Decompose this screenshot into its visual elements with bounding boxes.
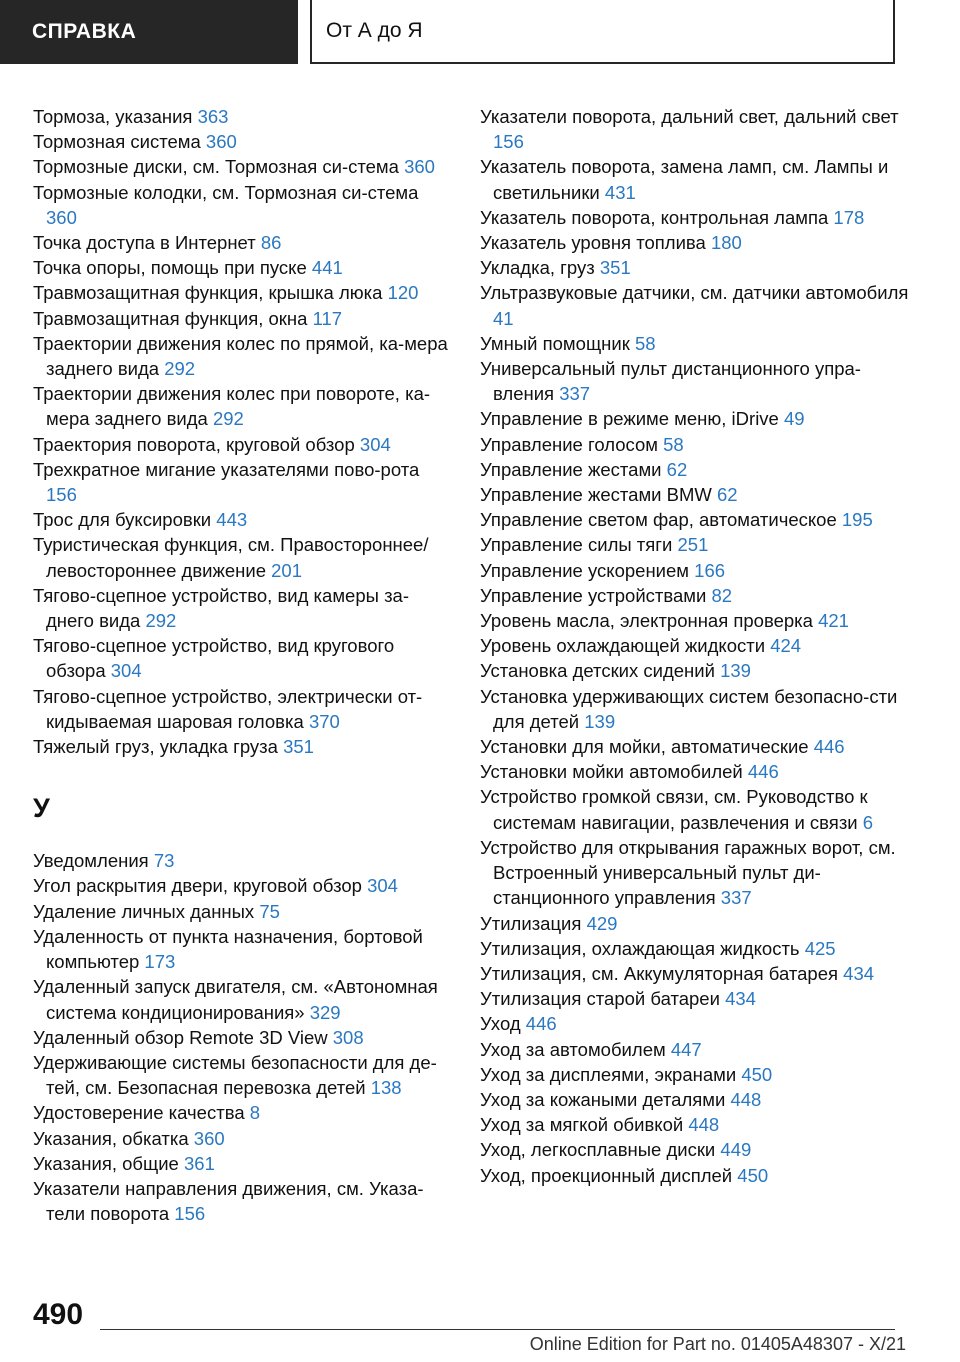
index-entry bbox=[33, 532, 453, 582]
entry-text: Утилизация, см. Аккумуляторная батарея bbox=[480, 962, 839, 984]
entry-text: Управление ускорением bbox=[480, 559, 690, 581]
page-link[interactable]: 446 bbox=[525, 1013, 557, 1035]
page-link[interactable]: 450 bbox=[741, 1063, 773, 1085]
page-link[interactable]: 292 bbox=[164, 358, 196, 380]
page-link[interactable]: 58 bbox=[634, 332, 656, 354]
entry-text: Тягово-сцепное устройство, электрически от-кидываемая шаровая головка bbox=[33, 685, 423, 732]
entry-text: Траектория поворота, круговой обзор bbox=[33, 433, 355, 455]
page-link[interactable]: 75 bbox=[259, 900, 280, 922]
index-entry bbox=[480, 507, 910, 532]
page-link[interactable]: 173 bbox=[144, 951, 176, 973]
page-link[interactable]: 8 bbox=[249, 1102, 261, 1124]
index-entry bbox=[480, 936, 910, 961]
page-link[interactable]: 156 bbox=[493, 131, 524, 153]
entry-text: Точка опоры, помощь при пуске bbox=[33, 257, 307, 279]
page-link[interactable]: 304 bbox=[110, 660, 142, 682]
index-entry bbox=[480, 1037, 910, 1062]
index-entry bbox=[480, 961, 910, 986]
entry-text: Тормоза, указания bbox=[33, 106, 193, 127]
page-link[interactable]: 351 bbox=[599, 257, 631, 279]
entry-text: Уход bbox=[480, 1013, 521, 1035]
subsection-title: От А до Я bbox=[326, 19, 423, 42]
index-column-right bbox=[480, 104, 910, 1188]
index-entry bbox=[480, 230, 910, 255]
index-entry bbox=[480, 1112, 910, 1137]
index-entry bbox=[33, 104, 453, 129]
index-entry bbox=[480, 658, 910, 683]
index-entry bbox=[33, 381, 453, 431]
page-link[interactable]: 360 bbox=[193, 1127, 225, 1149]
index-entry bbox=[480, 104, 910, 154]
section-title: СПРАВКА bbox=[32, 20, 137, 43]
entry-text: Травмозащитная функция, окна bbox=[33, 307, 308, 329]
entry-text: Устройство для открывания гаражных ворот, см. Встроенный универсальный пульт ди-станционного управления bbox=[480, 836, 896, 909]
index-entry bbox=[480, 1163, 910, 1188]
entry-text: Указания, обкатка bbox=[33, 1127, 189, 1149]
entry-text: Управление устройствами bbox=[480, 584, 707, 606]
page-link[interactable]: 363 bbox=[197, 106, 229, 127]
entry-text: Тягово-сцепное устройство, вид кругового обзора bbox=[33, 635, 395, 682]
index-entry bbox=[33, 280, 453, 305]
entry-text: Уход за автомобилем bbox=[480, 1038, 666, 1060]
index-entry bbox=[33, 1151, 453, 1176]
entry-text: Удаленный обзор Remote 3D View bbox=[33, 1026, 328, 1048]
index-entry bbox=[480, 911, 910, 936]
entry-text: Управление в режиме меню, iDrive bbox=[480, 408, 779, 430]
entry-text: Установки мойки автомобилей bbox=[480, 761, 743, 783]
entry-text: Удерживающие системы безопасности для де-тей, см. Безопасная перевозка детей bbox=[33, 1051, 437, 1099]
page-link[interactable]: 6 bbox=[862, 811, 874, 833]
page-link[interactable]: 139 bbox=[584, 710, 616, 732]
entry-text: Трос для буксировки bbox=[33, 509, 212, 531]
page-link[interactable]: 360 bbox=[46, 206, 77, 228]
entry-text: Утилизация старой батареи bbox=[480, 988, 720, 1010]
page-link[interactable]: 425 bbox=[804, 937, 836, 959]
page-number: 490 bbox=[33, 1298, 84, 1331]
page-link[interactable]: 450 bbox=[737, 1164, 769, 1186]
page-link[interactable]: 62 bbox=[666, 458, 688, 480]
page-link[interactable]: 429 bbox=[586, 912, 618, 934]
page-link[interactable]: 58 bbox=[663, 433, 684, 455]
section-letter: У bbox=[33, 793, 50, 824]
entry-text: Уровень охлаждающей жидкости bbox=[480, 635, 766, 657]
page-link[interactable]: 117 bbox=[312, 307, 343, 329]
index-list-u bbox=[33, 848, 453, 1226]
page-link[interactable]: 180 bbox=[710, 232, 742, 254]
index-entry bbox=[480, 457, 910, 482]
index-entry bbox=[480, 532, 910, 557]
index-column-left bbox=[33, 104, 453, 1226]
entry-text: Уход за дисплеями, экранами bbox=[480, 1063, 737, 1085]
index-entry bbox=[33, 633, 453, 683]
page-link[interactable]: 434 bbox=[725, 988, 756, 1010]
entry-text: Универсальный пульт дистанционного упра-вления bbox=[480, 358, 861, 405]
index-list-t bbox=[33, 104, 453, 759]
index-entry bbox=[480, 280, 910, 330]
index-entry bbox=[33, 1025, 453, 1050]
entry-text: Тормозные колодки, см. Тормозная си-стема bbox=[33, 181, 419, 203]
index-entry bbox=[33, 129, 453, 154]
page-link[interactable]: 446 bbox=[747, 761, 779, 783]
page-link[interactable]: 351 bbox=[283, 736, 314, 758]
entry-text: Удаление личных данных bbox=[33, 900, 255, 922]
index-entry bbox=[480, 154, 910, 204]
index-list-u-continued bbox=[480, 104, 910, 1188]
entry-text: Уровень масла, электронная проверка bbox=[480, 610, 813, 632]
index-entry bbox=[480, 1137, 910, 1162]
index-entry bbox=[480, 1062, 910, 1087]
entry-text: Установка детских сидений bbox=[480, 660, 715, 682]
index-entry bbox=[480, 255, 910, 280]
page-link[interactable]: 49 bbox=[783, 408, 805, 430]
index-entry bbox=[33, 974, 453, 1024]
entry-text: Управление силы тяги bbox=[480, 534, 673, 556]
entry-text: Установка удерживающих систем безопасно-сти для детей bbox=[480, 685, 898, 732]
index-entry bbox=[480, 356, 910, 406]
index-entry bbox=[33, 255, 453, 280]
page-link[interactable]: 304 bbox=[367, 875, 398, 897]
page-link[interactable]: 156 bbox=[174, 1203, 206, 1225]
footer-edition: Online Edition for Part no. 01405A48307 - X/21 bbox=[529, 1334, 906, 1354]
page-link[interactable]: 370 bbox=[308, 710, 340, 732]
page-link[interactable]: 446 bbox=[813, 736, 845, 758]
index-entry bbox=[480, 331, 910, 356]
entry-text: Тормозные диски, см. Тормозная си-стема bbox=[33, 156, 399, 178]
entry-text: Указатели направления движения, см. Указа-тели поворота bbox=[33, 1177, 424, 1225]
entry-text: Утилизация bbox=[480, 912, 582, 934]
index-entry bbox=[33, 507, 453, 532]
index-entry bbox=[480, 406, 910, 431]
page-link[interactable]: 448 bbox=[730, 1088, 762, 1110]
entry-text: Трехкратное мигание указателями пово-рота bbox=[33, 458, 420, 480]
index-entry bbox=[33, 180, 453, 230]
entry-text: Указатель поворота, контрольная лампа bbox=[480, 206, 829, 228]
page-link[interactable]: 251 bbox=[677, 534, 709, 556]
page-link[interactable]: 201 bbox=[271, 559, 303, 581]
entry-text: Туристическая функция, см. Правостороннее/левостороннее движение bbox=[33, 534, 429, 581]
entry-text: Указатель уровня топлива bbox=[480, 232, 706, 254]
entry-text: Траектории движения колес при повороте, ка-мера заднего вида bbox=[33, 383, 431, 430]
index-entry bbox=[480, 205, 910, 230]
entry-text: Управление жестами bbox=[480, 458, 662, 480]
page-link[interactable]: 361 bbox=[184, 1152, 215, 1174]
index-entry bbox=[480, 759, 910, 784]
footer-rule bbox=[100, 1329, 895, 1330]
entry-text: Устройство громкой связи, см. Руководство к системам навигации, развлечения и связи bbox=[480, 786, 868, 833]
index-entry bbox=[33, 154, 453, 179]
index-entry bbox=[480, 784, 910, 834]
page-link[interactable]: 434 bbox=[843, 962, 875, 984]
index-entry bbox=[33, 1176, 453, 1226]
entry-text: Утилизация, охлаждающая жидкость bbox=[480, 937, 800, 959]
entry-text: Уход, легкосплавные диски bbox=[480, 1139, 716, 1161]
entry-text: Травмозащитная функция, крышка люка bbox=[33, 282, 383, 304]
entry-text: Указатели поворота, дальний свет, дальний свет bbox=[480, 106, 899, 127]
page-link[interactable]: 337 bbox=[720, 887, 752, 909]
entry-text: Умный помощник bbox=[480, 332, 630, 354]
index-entry bbox=[480, 835, 910, 911]
entry-text: Уход за кожаными деталями bbox=[480, 1088, 726, 1110]
page-link[interactable]: 308 bbox=[332, 1026, 364, 1048]
page-link[interactable]: 138 bbox=[370, 1077, 402, 1099]
entry-text: Уход, проекционный дисплей bbox=[480, 1164, 733, 1186]
entry-text: Указания, общие bbox=[33, 1152, 179, 1174]
index-entry bbox=[33, 583, 453, 633]
page-link[interactable]: 431 bbox=[604, 181, 636, 203]
index-entry bbox=[480, 558, 910, 583]
entry-text: Установки для мойки, автоматические bbox=[480, 736, 809, 758]
index-entry bbox=[480, 684, 910, 734]
index-entry bbox=[33, 848, 453, 873]
index-entry bbox=[33, 1100, 453, 1125]
entry-text: Тормозная система bbox=[33, 131, 201, 153]
index-entry bbox=[33, 230, 453, 255]
page-link[interactable]: 329 bbox=[309, 1001, 341, 1023]
page-link[interactable]: 156 bbox=[46, 484, 77, 506]
entry-text: Управление голосом bbox=[480, 433, 658, 455]
page-link[interactable]: 292 bbox=[212, 408, 244, 430]
page-link[interactable]: 82 bbox=[711, 584, 733, 606]
page-link[interactable]: 424 bbox=[770, 635, 802, 657]
page-link[interactable]: 41 bbox=[493, 307, 514, 329]
section-tab bbox=[0, 0, 298, 64]
entry-text: Уход за мягкой обивкой bbox=[480, 1114, 684, 1136]
entry-text: Удостоверение качества bbox=[33, 1102, 245, 1124]
index-entry bbox=[33, 457, 453, 507]
index-entry bbox=[480, 734, 910, 759]
page-link[interactable]: 360 bbox=[205, 131, 237, 153]
entry-text: Управление светом фар, автоматическое bbox=[480, 509, 837, 531]
page-link[interactable]: 62 bbox=[717, 484, 738, 506]
index-entry bbox=[33, 1050, 453, 1100]
index-entry bbox=[480, 482, 910, 507]
page-link[interactable]: 360 bbox=[404, 156, 435, 178]
entry-text: Угол раскрытия двери, круговой обзор bbox=[33, 875, 362, 897]
entry-text: Управление жестами BMW bbox=[480, 484, 712, 506]
entry-text: Уведомления bbox=[33, 850, 149, 872]
page-link[interactable]: 73 bbox=[153, 850, 175, 872]
entry-text: Траектории движения колес по прямой, ка-мера заднего вида bbox=[33, 332, 448, 380]
page-link[interactable]: 443 bbox=[216, 509, 248, 531]
index-entry bbox=[33, 331, 453, 381]
page-link[interactable]: 448 bbox=[688, 1114, 720, 1136]
index-entry bbox=[33, 684, 453, 734]
page-link[interactable]: 421 bbox=[818, 610, 849, 632]
entry-text: Удаленный запуск двигателя, см. «Автономная система кондиционирования» bbox=[33, 976, 438, 1023]
subsection-tab bbox=[311, 0, 895, 64]
page-link[interactable]: 447 bbox=[670, 1038, 702, 1060]
index-entry bbox=[33, 432, 453, 457]
index-entry bbox=[480, 1087, 910, 1112]
entry-text: Удаленность от пункта назначения, бортовой компьютер bbox=[33, 925, 423, 973]
page-link[interactable]: 337 bbox=[559, 383, 591, 405]
entry-text: Укладка, груз bbox=[480, 257, 595, 279]
index-entry bbox=[33, 899, 453, 924]
entry-text: Указатель поворота, замена ламп, см. Лампы и светильники bbox=[480, 156, 889, 203]
index-entry bbox=[480, 1011, 910, 1036]
index-entry bbox=[33, 1126, 453, 1151]
index-entry bbox=[480, 986, 910, 1011]
index-entry bbox=[33, 924, 453, 974]
page-link[interactable]: 86 bbox=[260, 232, 282, 254]
page-link[interactable]: 195 bbox=[841, 509, 873, 531]
page-link[interactable]: 166 bbox=[694, 559, 726, 581]
page-link[interactable]: 178 bbox=[833, 206, 865, 228]
entry-text: Точка доступа в Интернет bbox=[33, 232, 256, 254]
entry-text: Тяжелый груз, укладка груза bbox=[33, 736, 278, 758]
page-link[interactable]: 139 bbox=[720, 660, 751, 682]
entry-text: Тягово-сцепное устройство, вид камеры за-днего вида bbox=[33, 584, 409, 632]
index-entry bbox=[480, 633, 910, 658]
page-link[interactable]: 292 bbox=[145, 610, 177, 632]
page-link[interactable]: 449 bbox=[720, 1139, 752, 1161]
index-entry bbox=[480, 583, 910, 608]
entry-text: Ультразвуковые датчики, см. датчики автомобиля bbox=[480, 282, 909, 304]
page-link[interactable]: 304 bbox=[359, 433, 391, 455]
page-link[interactable]: 441 bbox=[311, 257, 343, 279]
page-link[interactable]: 120 bbox=[387, 282, 419, 304]
index-entry bbox=[33, 873, 453, 898]
index-entry bbox=[33, 306, 453, 331]
index-entry bbox=[33, 734, 453, 759]
index-entry bbox=[480, 608, 910, 633]
index-entry bbox=[480, 432, 910, 457]
